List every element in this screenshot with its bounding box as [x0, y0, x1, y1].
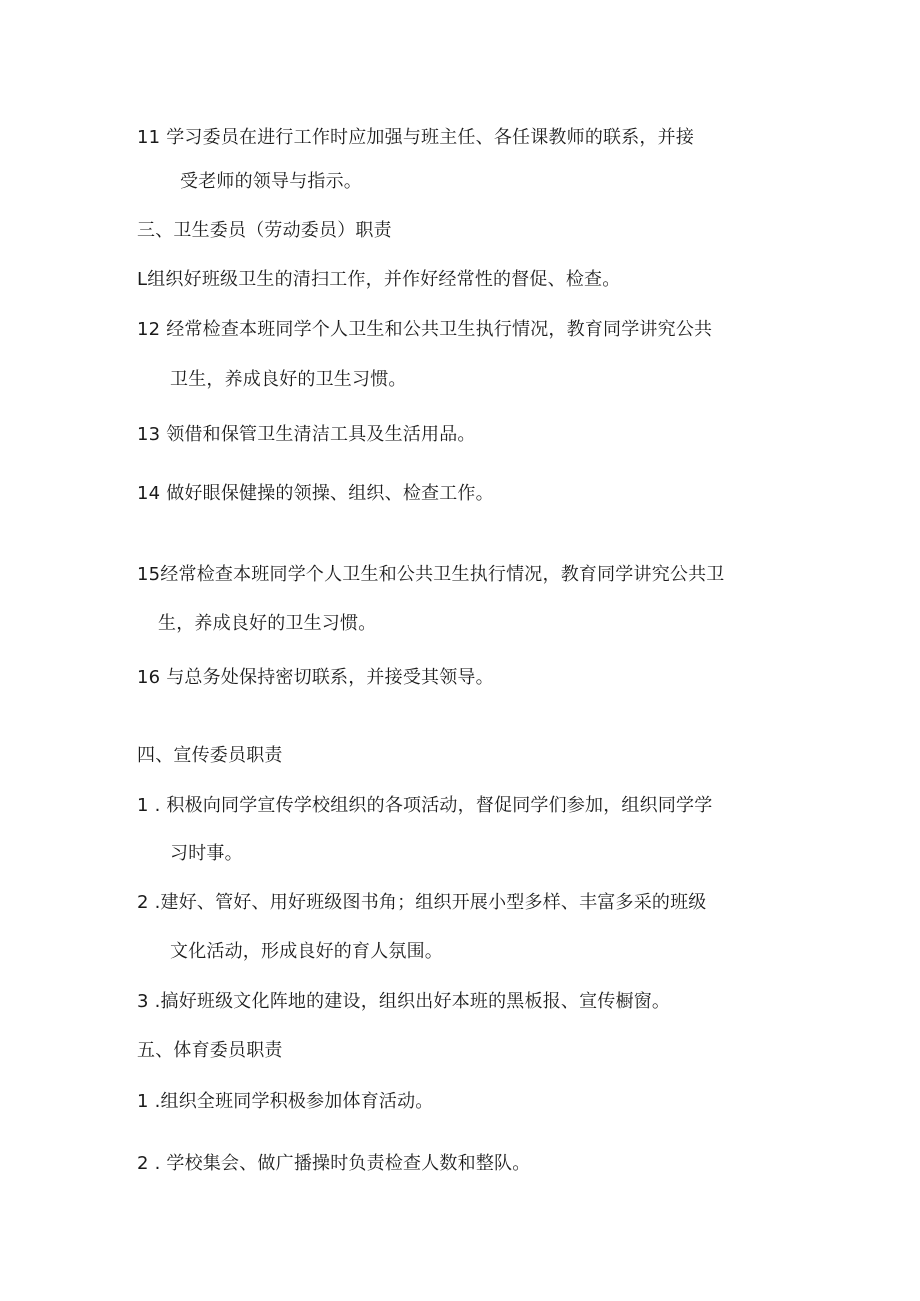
section-heading-publicity: 四、宣传委员职责	[137, 745, 283, 766]
text-line-item-12-cont: 卫生，养成良好的卫生习惯。	[170, 369, 407, 390]
text-line-publicity-3: 3 .搞好班级文化阵地的建设，组织出好本班的黑板报、宣传橱窗。	[137, 991, 671, 1012]
text-line-item-14: 14 做好眼保健操的领操、组织、检查工作。	[137, 483, 494, 504]
text-line-publicity-2: 2 .建好、管好、用好班级图书角；组织开展小型多样、丰富多采的班级	[137, 892, 707, 913]
text-line-publicity-2-cont: 文化活动，形成良好的育人氛围。	[170, 941, 443, 962]
text-line-publicity-1: 1 . 积极向同学宣传学校组织的各项活动，督促同学们参加，组织同学学	[137, 795, 713, 816]
text-line-item-12: 12 经常检查本班同学个人卫生和公共卫生执行情况，教育同学讲究公共	[137, 319, 713, 340]
text-line-publicity-1-cont: 习时事。	[170, 843, 243, 864]
text-line-item-11-cont: 受老师的领导与指示。	[180, 171, 362, 192]
text-line-item-16: 16 与总务处保持密切联系，并接受其领导。	[137, 667, 494, 688]
text-line-item-15: 15经常检查本班同学个人卫生和公共卫生执行情况，教育同学讲究公共卫	[137, 564, 725, 585]
text-line-item-l: L组织好班级卫生的清扫工作，并作好经常性的督促、检查。	[137, 269, 621, 290]
section-heading-hygiene: 三、卫生委员（劳动委员）职责	[137, 220, 392, 241]
text-line-item-15-cont: 生，养成良好的卫生习惯。	[158, 613, 377, 634]
text-line-sports-2: 2 . 学校集会、做广播操时负责检查人数和整队。	[137, 1153, 531, 1174]
text-line-item-13: 13 领借和保管卫生清洁工具及生活用品。	[137, 424, 476, 445]
section-heading-sports: 五、体育委员职责	[137, 1040, 283, 1061]
text-line-item-11: 11 学习委员在进行工作时应加强与班主任、各任课教师的联系，并接	[137, 127, 695, 148]
text-line-sports-1: 1 .组织全班同学积极参加体育活动。	[137, 1091, 434, 1112]
